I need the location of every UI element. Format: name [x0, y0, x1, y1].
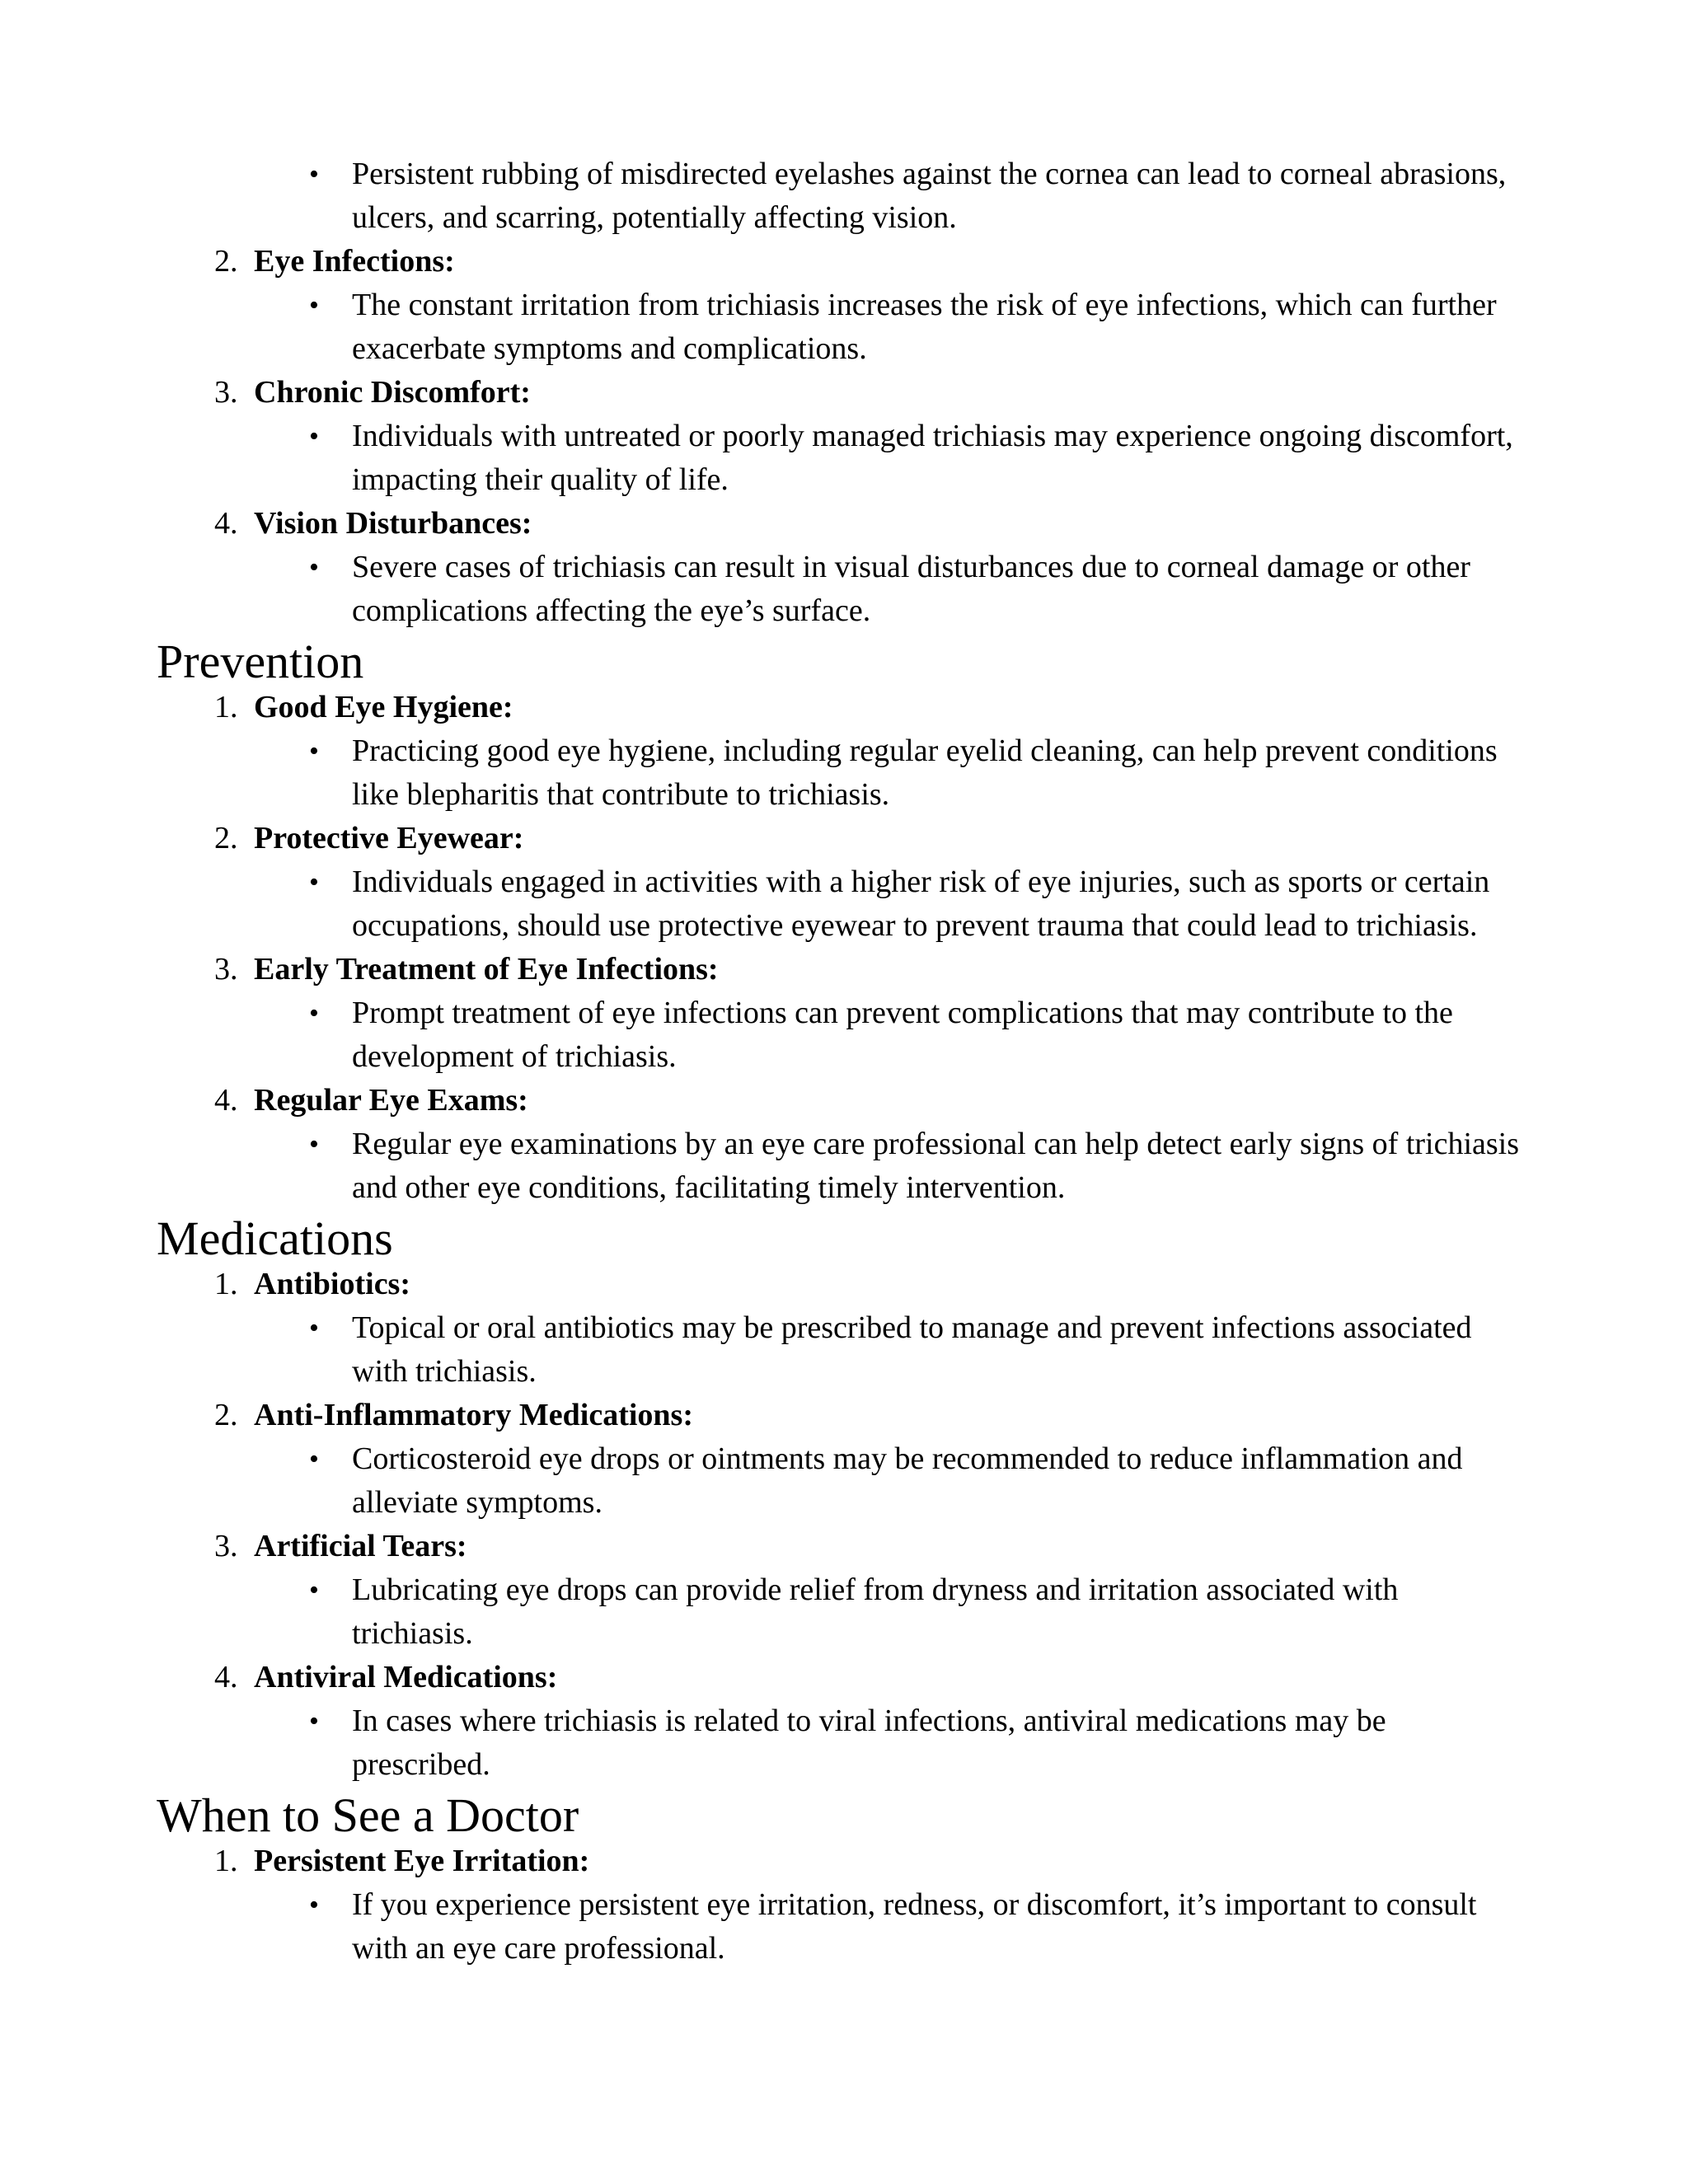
bullet-icon: •	[309, 159, 319, 190]
bullet-item	[157, 991, 1541, 1079]
list-number: 1.	[214, 1267, 238, 1301]
bullet-item	[157, 729, 1541, 817]
bullet-text: Persistent rubbing of misdirected eyelashes against the cornea can lead to corneal abrasions, ulcers, and scarring, potentially affecting vision.	[352, 157, 1507, 235]
list-item	[157, 948, 1541, 991]
list-item	[157, 686, 1541, 729]
list-item	[157, 1840, 1541, 1883]
item-title: Antibiotics:	[254, 1267, 410, 1301]
bullet-icon: •	[309, 421, 319, 452]
list-number: 3.	[214, 1529, 238, 1563]
list-item	[157, 240, 1541, 284]
bullet-text: In cases where trichiasis is related to viral infections, antiviral medications may be prescribed.	[352, 1704, 1386, 1782]
bullet-text: Severe cases of trichiasis can result in visual disturbances due to corneal damage or other complications affecting the eye’s surface.	[352, 550, 1470, 628]
item-title: Anti-Inflammatory Medications:	[254, 1398, 693, 1432]
item-title: Regular Eye Exams:	[254, 1083, 528, 1118]
bullet-icon: •	[309, 1575, 319, 1605]
item-title: Antiviral Medications:	[254, 1660, 558, 1694]
list-item	[157, 1263, 1541, 1306]
bullet-icon: •	[309, 1890, 319, 1920]
list-item	[157, 371, 1541, 415]
bullet-icon: •	[309, 736, 319, 766]
bullet-icon: •	[309, 1444, 319, 1474]
item-title: Eye Infections:	[254, 244, 455, 279]
list-number: 3.	[214, 952, 238, 987]
list-number: 1.	[214, 690, 238, 724]
list-number: 3.	[214, 375, 238, 410]
bullet-icon: •	[309, 552, 319, 583]
bullet-text: Topical or oral antibiotics may be prescribed to manage and prevent infections associated with trichiasis.	[352, 1310, 1472, 1389]
bullet-text: Individuals with untreated or poorly managed trichiasis may experience ongoing discomfort, impacting their quality of life.	[352, 419, 1513, 497]
bullet-item	[157, 415, 1541, 502]
bullet-text: If you experience persistent eye irritation, redness, or discomfort, it’s important to consult with an eye care professional.	[352, 1887, 1477, 1966]
list-item	[157, 1079, 1541, 1122]
bullet-icon: •	[309, 1706, 319, 1736]
document-page	[157, 152, 1541, 1971]
bullet-item	[157, 1306, 1541, 1394]
section-heading-medications: Medications	[157, 1212, 393, 1265]
bullet-icon: •	[309, 290, 319, 321]
item-title: Artificial Tears:	[254, 1529, 467, 1563]
bullet-icon: •	[309, 998, 319, 1029]
bullet-text: Individuals engaged in activities with a higher risk of eye injuries, such as sports or certain occupations, should use protective eyewear to prevent trauma that could lead to trichiasis.	[352, 865, 1490, 943]
list-item	[157, 1525, 1541, 1568]
bullet-text: Prompt treatment of eye infections can prevent complications that may contribute to the development of trichiasis.	[352, 996, 1453, 1074]
list-number: 2.	[214, 821, 238, 855]
list-item	[157, 502, 1541, 546]
list-item	[157, 1394, 1541, 1437]
bullet-item	[157, 1568, 1541, 1656]
bullet-text: The constant irritation from trichiasis increases the risk of eye infections, which can further exacerbate symptoms and complications.	[352, 288, 1497, 366]
list-number: 4.	[214, 1083, 238, 1118]
section-heading-prevention: Prevention	[157, 635, 364, 688]
item-title: Vision Disturbances:	[254, 506, 532, 541]
section-heading-doctor: When to See a Doctor	[157, 1788, 579, 1842]
bullet-item	[157, 1883, 1541, 1971]
list-number: 4.	[214, 1660, 238, 1694]
list-number: 1.	[214, 1844, 238, 1878]
item-title: Chronic Discomfort:	[254, 375, 531, 410]
bullet-text: Corticosteroid eye drops or ointments may be recommended to reduce inflammation and alleviate symptoms.	[352, 1441, 1463, 1520]
bullet-item	[157, 1122, 1541, 1210]
list-item	[157, 1656, 1541, 1699]
bullet-item	[157, 1699, 1541, 1787]
bullet-item	[157, 546, 1541, 633]
list-number: 4.	[214, 506, 238, 541]
bullet-icon: •	[309, 1129, 319, 1160]
bullet-item	[157, 284, 1541, 371]
bullet-item	[157, 152, 1541, 240]
bullet-icon: •	[309, 1313, 319, 1343]
item-title: Persistent Eye Irritation:	[254, 1844, 590, 1878]
item-title: Good Eye Hygiene:	[254, 690, 513, 724]
item-title: Protective Eyewear:	[254, 821, 524, 855]
bullet-item	[157, 860, 1541, 948]
list-item	[157, 817, 1541, 860]
bullet-item	[157, 1437, 1541, 1525]
bullet-icon: •	[309, 867, 319, 898]
list-number: 2.	[214, 244, 238, 279]
item-title: Early Treatment of Eye Infections:	[254, 952, 719, 987]
bullet-text: Regular eye examinations by an eye care professional can help detect early signs of trichiasis and other eye conditions, facilitating timely intervention.	[352, 1127, 1520, 1205]
list-number: 2.	[214, 1398, 238, 1432]
bullet-text: Practicing good eye hygiene, including regular eyelid cleaning, can help prevent conditions like blepharitis that contribute to trichiasis.	[352, 733, 1498, 812]
bullet-text: Lubricating eye drops can provide relief from dryness and irritation associated with trichiasis.	[352, 1572, 1399, 1651]
